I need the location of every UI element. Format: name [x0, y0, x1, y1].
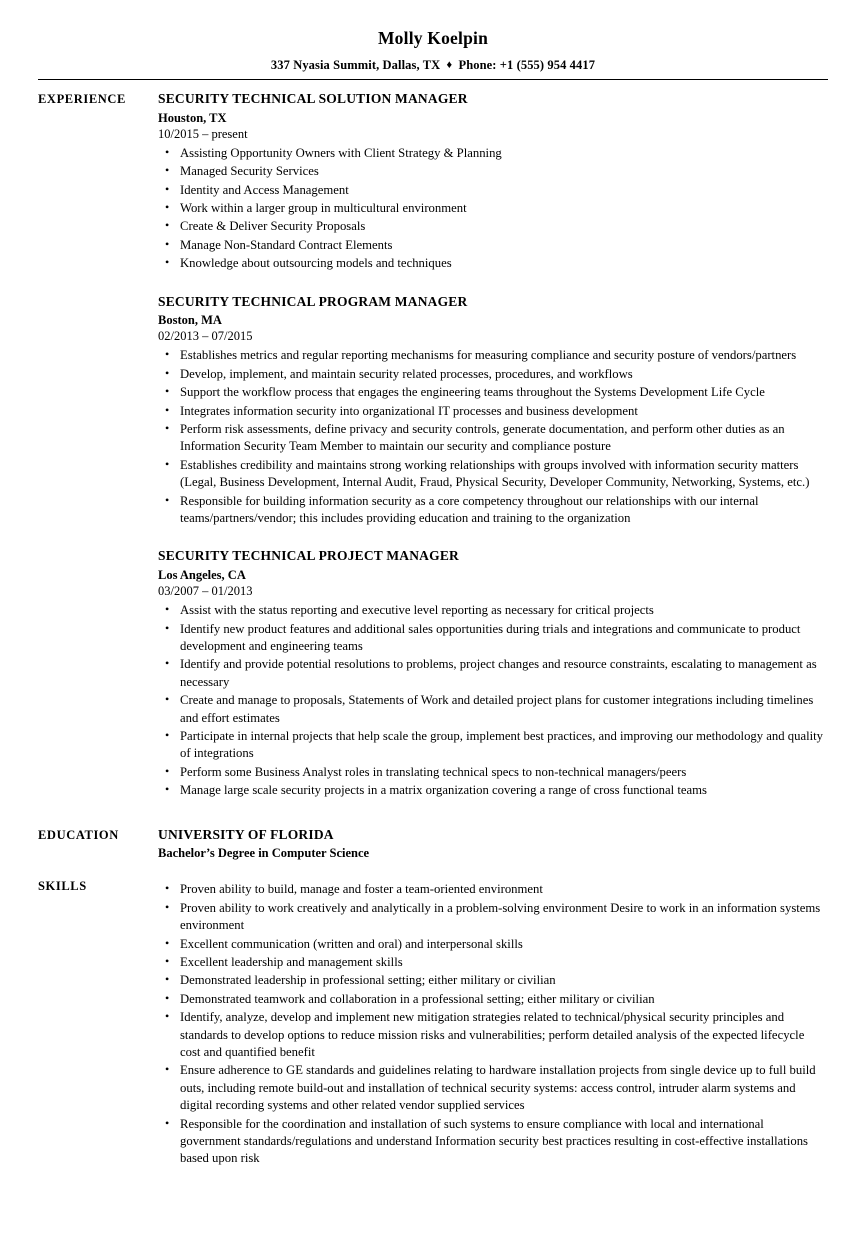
list-item: • Manage large scale security projects in a matrix organization covering a range of cross functional teams: [158, 782, 826, 799]
education-school: UNIVERSITY OF FLORIDA: [158, 826, 334, 842]
job-dates: 10/2015 – present: [158, 126, 248, 141]
section-label-education: EDUCATION: [38, 827, 119, 842]
list-item: • Responsible for the coordination and installation of such systems to ensure compliance with local and international government standards/regulations and understand Information security best practices resulting in cost-effective installations based upon risk: [158, 1116, 826, 1168]
education-degree: Bachelor’s Degree in Computer Science: [158, 846, 370, 861]
job-dates: 03/2007 – 01/2013: [158, 584, 253, 599]
header-divider: [38, 79, 828, 80]
list-item: • Create and manage to proposals, Statements of Work and detailed project plans for customer integrations including timelines and effort estimates: [158, 692, 826, 727]
list-item: • Work within a larger group in multicultural environment: [158, 200, 826, 217]
list-item: • Identify, analyze, develop and implement new mitigation strategies related to technical/physical security principles and standards to develop options to reduce mission risks and vulnerabilities; perform detailed analysis of the expected lifecycle cost and quantified benefit: [158, 1009, 826, 1061]
list-item: • Ensure adherence to GE standards and guidelines relating to hardware installation projects from single device up to full build outs, including remote build-out and installation of technical security systems: access control, intruder alarm systems and digital recording systems and other related vendor supplied services: [158, 1062, 826, 1114]
list-item: • Demonstrated teamwork and collaboration in a professional setting; either military or civilian: [158, 991, 826, 1008]
job-entry: [158, 548, 826, 799]
job-location: Los Angeles, CA: [158, 568, 246, 583]
resume-header: [0, 0, 866, 80]
list-item: • Participate in internal projects that help scale the group, implement best practices, and improving our methodology and quality of integrations: [158, 728, 826, 763]
diamond-separator-icon: ♦: [446, 59, 453, 71]
section-label-skills: SKILLS: [38, 879, 87, 894]
education-section: [36, 827, 826, 862]
list-item: • Responsible for building information security as a core competency throughout our relationships with our internal teams/partners/vendor; this includes providing education and training to the organization: [158, 493, 826, 528]
list-item: • Identify new product features and additional sales opportunities during trials and integrations and communicate to product development and engineering teams: [158, 621, 826, 656]
list-item: • Develop, implement, and maintain security related processes, procedures, and workflows: [158, 366, 826, 383]
section-label-experience: EXPERIENCE: [38, 92, 126, 106]
page-title: Molly Koelpin: [377, 28, 489, 48]
job-location: Boston, MA: [158, 313, 222, 328]
skills-section: [36, 878, 826, 1167]
list-item: • Proven ability to work creatively and analytically in a problem-solving environment Desire to work in an information systems environment: [158, 900, 826, 935]
list-item: • Identify and provide potential resolutions to problems, project changes and resource constraints, escalating to management as necessary: [158, 656, 826, 691]
education-content: [158, 827, 826, 862]
job-entry: [158, 294, 826, 528]
list-item: • Create & Deliver Security Proposals: [158, 218, 826, 235]
list-item: • Perform risk assessments, define privacy and security controls, generate documentation, and perform other duties as an Information Security Team Member to maintain our security and compliance posture: [158, 421, 826, 456]
contact-phone: Phone: +1 (555) 954 4417: [458, 58, 596, 72]
job-bullet-list: [158, 347, 826, 527]
list-item: • Integrates information security into organizational IT processes and business development: [158, 403, 826, 420]
job-entry: [158, 91, 826, 273]
list-item: • Identity and Access Management: [158, 182, 826, 199]
list-item: • Support the workflow process that engages the engineering teams throughout the Systems Development Life Cycle: [158, 384, 826, 401]
list-item: • Assisting Opportunity Owners with Client Strategy & Planning: [158, 145, 826, 162]
skills-content: [158, 878, 826, 1167]
list-item: • Establishes credibility and maintains strong working relationships with groups involved with information security matters (Legal, Business Development, Internal Audit, Fraud, Physical Security, Developer Community, Networking, Systems, etc.): [158, 457, 826, 492]
job-title: SECURITY TECHNICAL PROJECT MANAGER: [158, 548, 459, 564]
list-item: • Knowledge about outsourcing models and techniques: [158, 255, 826, 272]
job-dates: 02/2013 – 07/2015: [158, 329, 253, 344]
contact-address: 337 Nyasia Summit, Dallas, TX: [270, 58, 441, 72]
list-item: • Demonstrated leadership in professional setting; either military or civilian: [158, 972, 826, 989]
skills-bullet-list: [158, 881, 826, 1167]
list-item: • Managed Security Services: [158, 163, 826, 180]
list-item: • Manage Non-Standard Contract Elements: [158, 237, 826, 254]
job-bullet-list: [158, 145, 826, 273]
experience-section: [36, 91, 826, 800]
job-title: SECURITY TECHNICAL SOLUTION MANAGER: [158, 91, 468, 106]
list-item: • Excellent communication (written and oral) and interpersonal skills: [158, 936, 826, 953]
contact-line: [0, 58, 866, 73]
job-location: Houston, TX: [158, 110, 227, 125]
job-bullet-list: [158, 602, 826, 799]
list-item: • Proven ability to build, manage and foster a team-oriented environment: [158, 881, 826, 898]
job-title: SECURITY TECHNICAL PROGRAM MANAGER: [158, 293, 468, 309]
experience-content: [158, 91, 826, 800]
list-item: • Excellent leadership and management skills: [158, 954, 826, 971]
resume-body: [0, 91, 866, 1168]
list-item: • Establishes metrics and regular reporting mechanisms for measuring compliance and security posture of vendors/partners: [158, 347, 826, 364]
list-item: • Perform some Business Analyst roles in translating technical specs to non-technical managers/peers: [158, 764, 826, 781]
list-item: • Assist with the status reporting and executive level reporting as necessary for critical projects: [158, 602, 826, 619]
